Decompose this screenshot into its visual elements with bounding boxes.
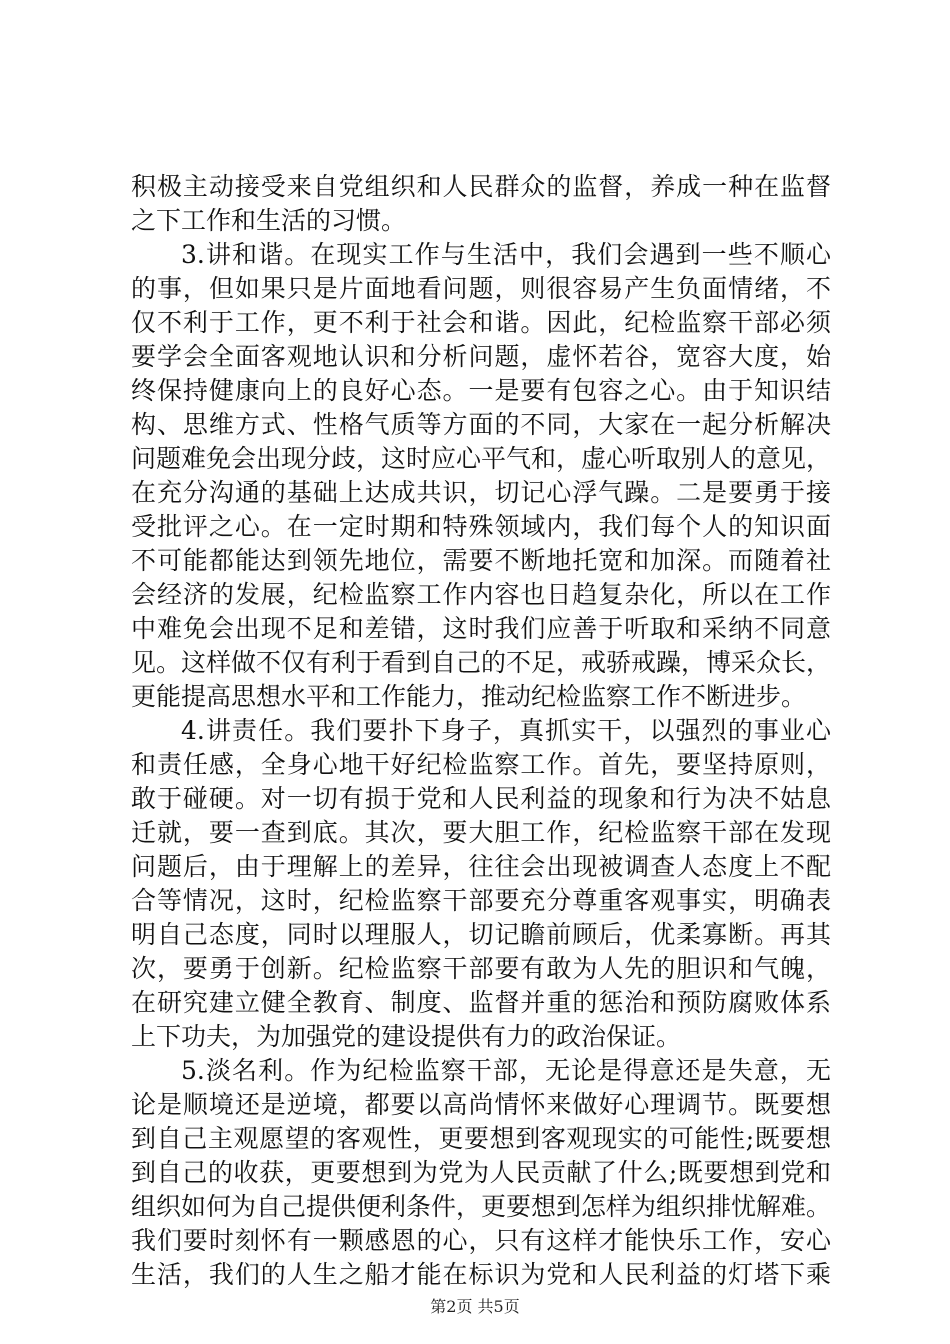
text-line: 敢于碰硬。对一切有损于党和人民利益的现象和行为决不姑息 [131,784,831,813]
text-line: 在研究建立健全教育、制度、监督并重的惩治和预防腐败体系 [131,988,831,1017]
text-line: 明自己态度，同时以理服人，切记瞻前顾后，优柔寡断。再其 [131,920,831,949]
text-line: 受批评之心。在一定时期和特殊领域内，我们每个人的知识面 [131,512,831,541]
text-line: 要学会全面客观地认识和分析问题，虚怀若谷，宽容大度，始 [131,342,831,371]
text-line: 在充分沟通的基础上达成共识，切记心浮气躁。二是要勇于接 [131,478,831,507]
text-line: 合等情况，这时，纪检监察干部要充分尊重客观事实，明确表 [131,886,831,915]
paragraph-start-line: 5.淡名利。作为纪检监察干部，无论是得意还是失意，无 [181,1056,831,1085]
text-line: 见。这样做不仅有利于看到自己的不足，戒骄戒躁，博采众长， [131,648,832,677]
paragraph-start-line: 4.讲责任。我们要扑下身子，真抓实干，以强烈的事业心 [181,716,831,745]
text-line: 到自己主观愿望的客观性，更要想到客观现实的可能性;既要想 [131,1124,831,1153]
text-line: 不可能都能达到领先地位，需要不断地托宽和加深。而随着社 [131,546,831,575]
text-line: 会经济的发展，纪检监察工作内容也日趋复杂化，所以在工作 [131,580,831,609]
text-line: 次，要勇于创新。纪检监察干部要有敢为人先的胆识和气魄， [131,954,831,983]
text-line: 论是顺境还是逆境，都要以高尚情怀来做好心理调节。既要想 [131,1090,831,1119]
text-line: 仅不利于工作，更不利于社会和谐。因此，纪检监察干部必须 [131,308,831,337]
text-line: 迁就，要一查到底。其次，要大胆工作，纪检监察干部在发现 [131,818,831,847]
text-line: 构、思维方式、性格气质等方面的不同，大家在一起分析解决 [131,410,831,439]
text-line: 中难免会出现不足和差错，这时我们应善于听取和采纳不同意 [131,614,831,643]
text-line: 生活，我们的人生之船才能在标识为党和人民利益的灯塔下乘 [131,1260,831,1289]
text-line: 之下工作和生活的习惯。 [131,206,407,235]
text-line: 更能提高思想水平和工作能力，推动纪检监察工作不断进步。 [131,682,807,711]
text-line: 和责任感，全身心地干好纪检监察工作。首先，要坚持原则， [131,750,831,779]
text-line: 上下功夫，为加强党的建设提供有力的政治保证。 [131,1022,682,1051]
text-line: 的事，但如果只是片面地看问题，则很容易产生负面情绪，不 [131,274,831,303]
text-line: 问题难免会出现分歧，这时应心平气和，虚心听取别人的意见， [131,444,832,473]
text-line: 到自己的收获，更要想到为党为人民贡献了什么;既要想到党和 [131,1158,831,1187]
paragraph-start-line: 3.讲和谐。在现实工作与生活中，我们会遇到一些不顺心 [181,240,831,269]
text-line: 我们要时刻怀有一颗感恩的心，只有这样才能快乐工作，安心 [131,1226,831,1255]
text-line: 终保持健康向上的良好心态。一是要有包容之心。由于知识结 [131,376,831,405]
text-line: 积极主动接受来自党组织和人民群众的监督，养成一种在监督 [131,172,831,201]
text-line: 组织如何为自己提供便利条件，更要想到怎样为组织排忧解难。 [131,1192,832,1221]
text-line: 问题后，由于理解上的差异，往往会出现被调查人态度上不配 [131,852,831,881]
page-number-footer: 第2页 共5页 [430,1297,520,1316]
